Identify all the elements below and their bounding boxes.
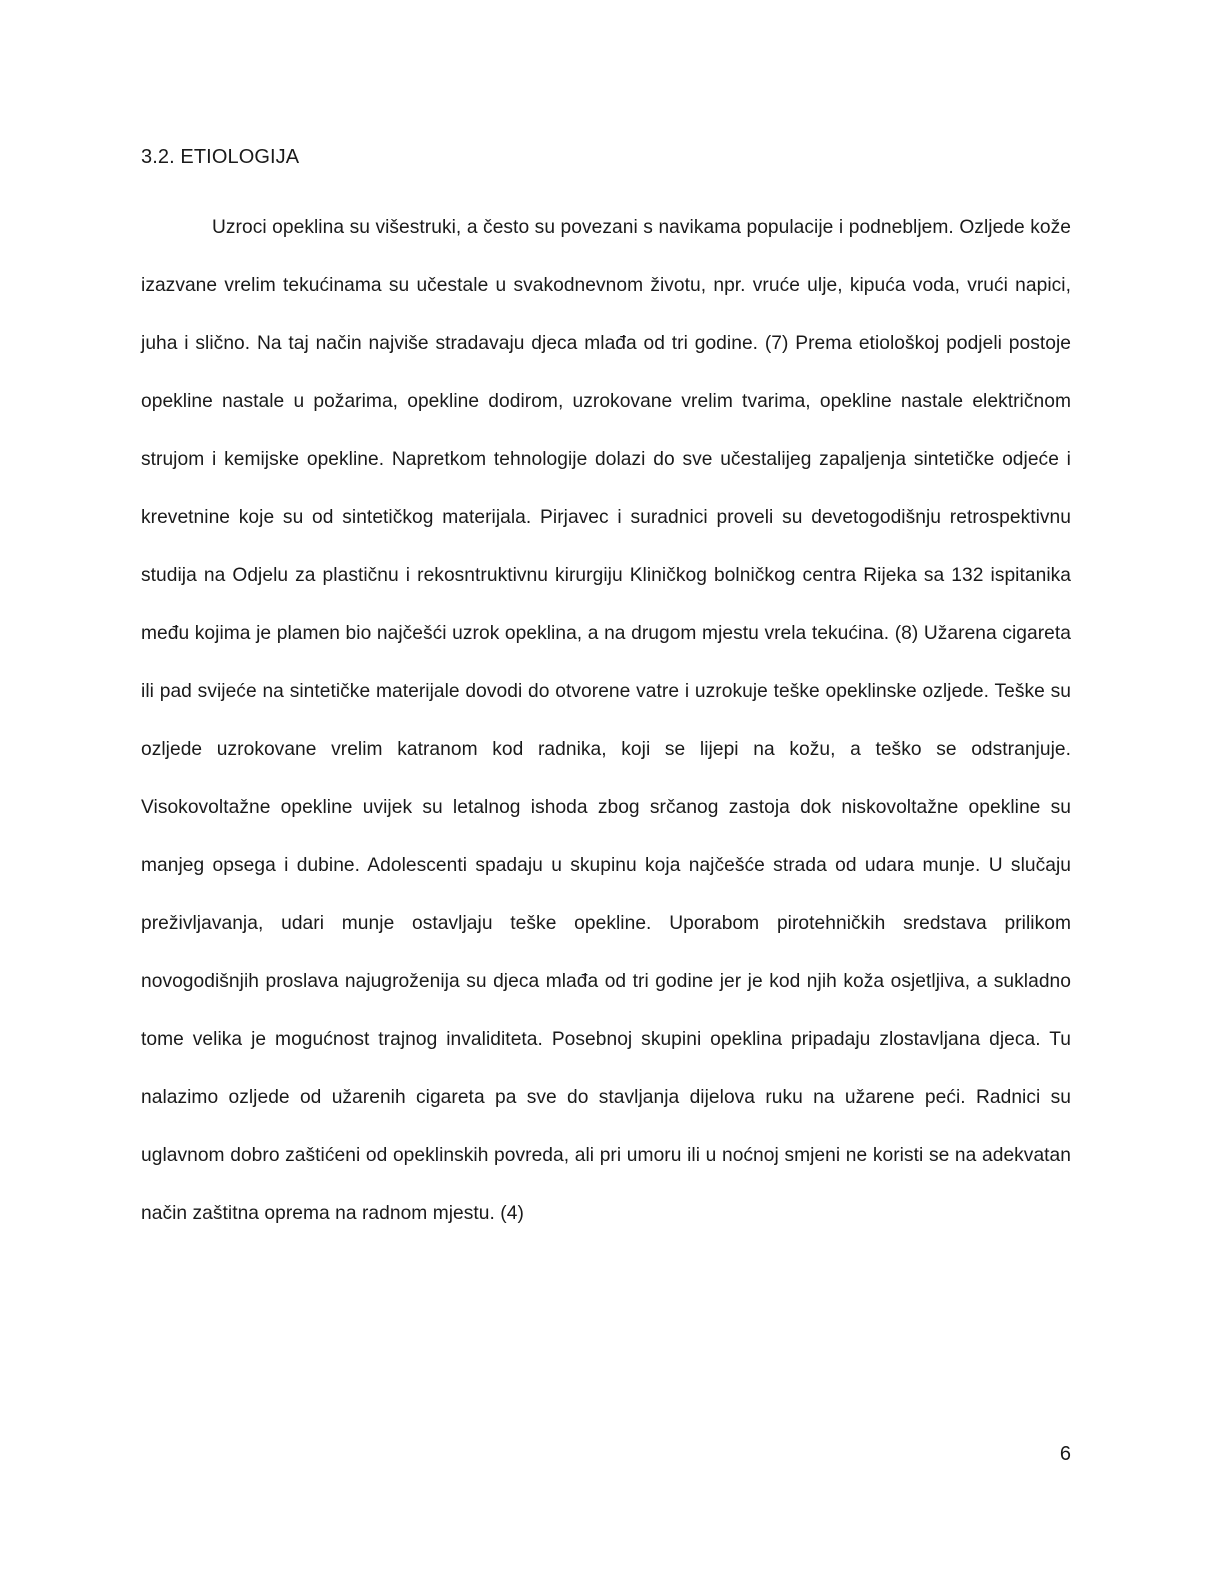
section-heading: 3.2. ETIOLOGIJA bbox=[141, 146, 300, 168]
body-paragraph: Uzroci opeklina su višestruki, a često su povezani s navikama populacije i podnebljem. Ozljede kože izazvane vrelim tekućinama su učestale u svakodnevnom životu, npr. vruće ulje, kipuća voda, vrući napici, juha i slično. Na taj način najviše stradavaju djeca mlađa od tri godine. (7) Prema etiološkoj podjeli postoje opekline nastale u požarima, opekline dodirom, uzrokovane vrelim tvarima, opekline nastale električnom strujom i kemijske opekline. Napretkom tehnologije dolazi do sve učestalijeg zapaljenja sintetičke odjeće i krevetnine koje su od sintetičkog materijala. Pirjavec i suradnici proveli su devetogodišnju retrospektivnu studija na Odjelu za plastičnu i rekosntruktivnu kirurgiju Kliničkog bolničkog centra Rijeka sa 132 ispitanika među kojima je plamen bio najčešći uzrok opeklina, a na drugom mjestu vrela tekućina. (8) Užarena cigareta ili pad svijeće na sintetičke materijale dovodi do otvorene vatre i uzrokuje teške opeklinske ozljede. Teške su ozljede uzrokovane vrelim katranom kod radnika, koji se lijepi na kožu, a teško se odstranjuje. Visokovoltažne opekline uvijek su letalnog ishoda zbog srčanog zastoja dok niskovoltažne opekline su manjeg opsega i dubine. Adolescenti spadaju u skupinu koja najčešće strada od udara munje. U slučaju preživljavanja, udari munje ostavljaju teške opekline. Uporabom pirotehničkih sredstava prilikom novogodišnjih proslava najugroženija su djeca mlađa od tri godine jer je kod njih koža osjetljiva, a sukladno tome velika je mogućnost trajnog invaliditeta. Posebnoj skupini opeklina pripadaju zlostavljana djeca. Tu nalazimo ozljede od užarenih cigareta pa sve do stavljanja dijelova ruku na užarene peći. Radnici su uglavnom dobro zaštićeni od opeklinskih povreda, ali pri umoru ili u noćnoj smjeni ne koristi se na adekvatan način zaštitna oprema na radnom mjestu. (4) bbox=[141, 217, 1071, 1224]
page-number: 6 bbox=[1059, 1443, 1071, 1465]
